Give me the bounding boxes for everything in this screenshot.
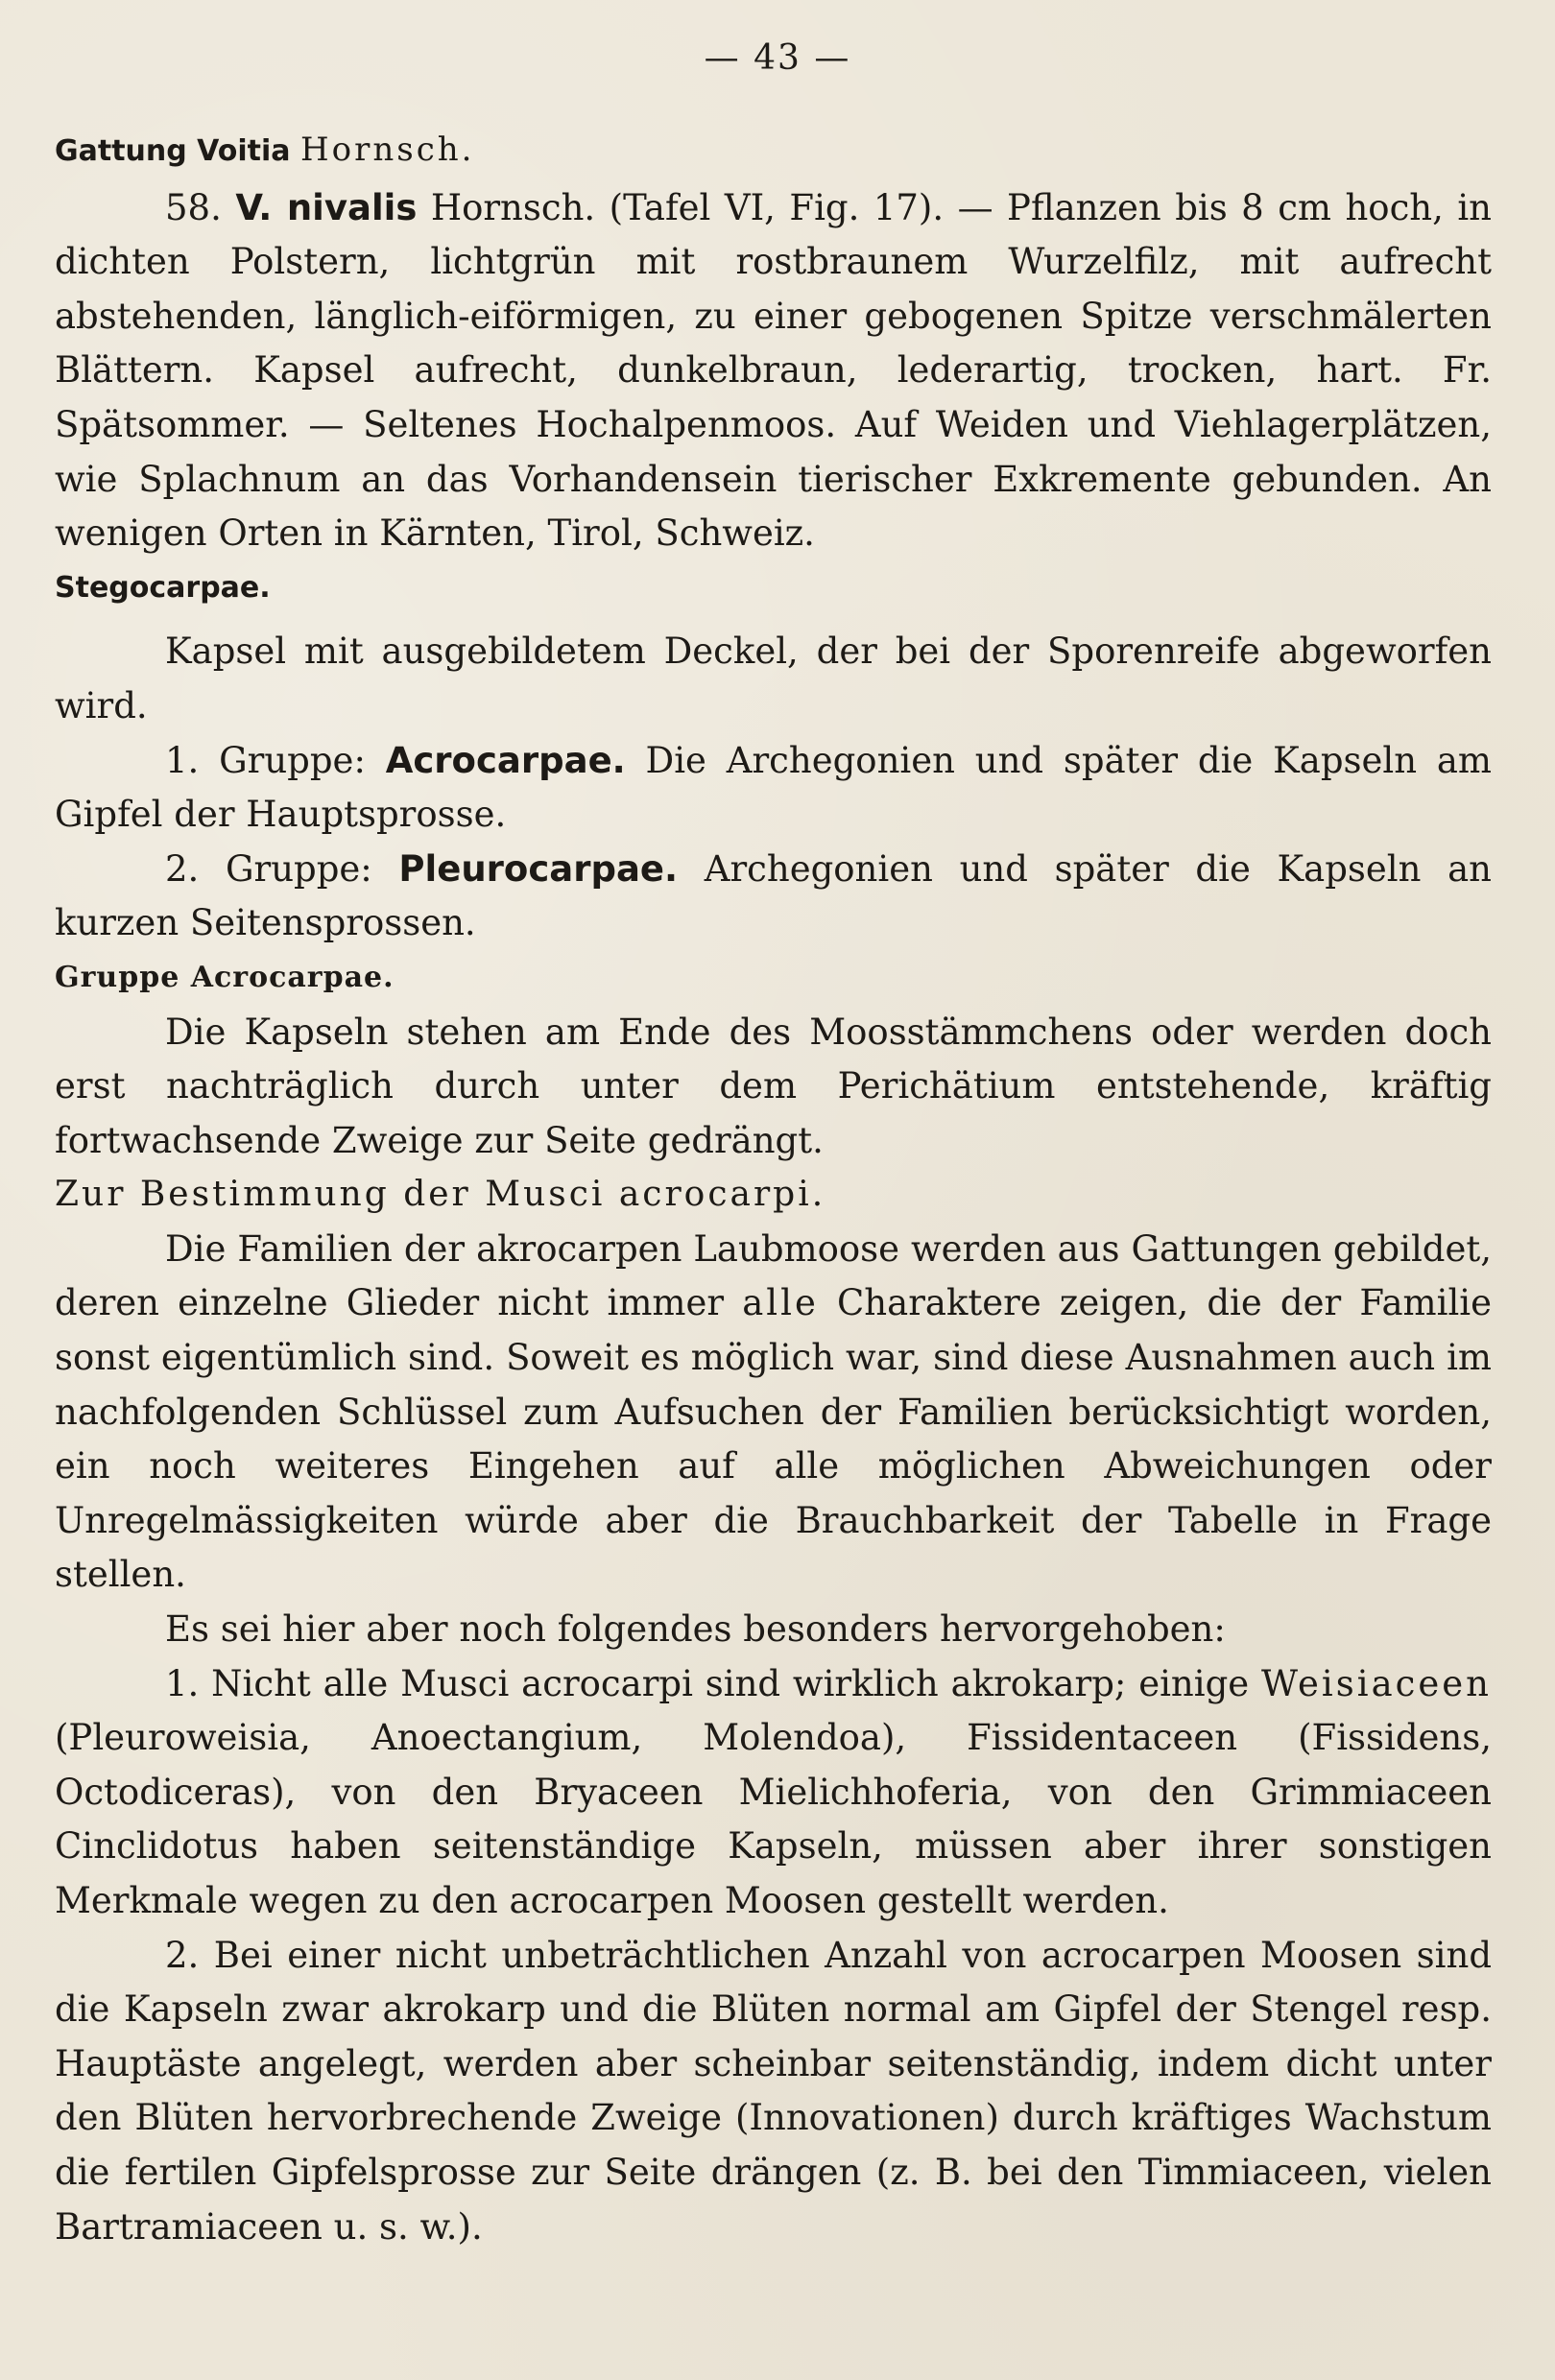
- acrocarpae-text: Die Kapseln stehen am Ende des Moosstämmchens oder werden doch erst nachträglich durch unter dem Perichätium entstehende, kräftig fortwachsende Zweige zur Seite gedrängt.: [55, 1011, 1492, 1161]
- page-content: [55, 123, 1492, 2254]
- page-number: — 43 —: [704, 38, 851, 78]
- genus-label: Gattung Voitia: [55, 134, 291, 168]
- species-name: V. nivalis: [235, 186, 418, 228]
- bestimmung-paragraph-2: Es sei hier aber noch folgendes besonders hervorgehoben:: [165, 1608, 1226, 1651]
- bestimmung-p1-emph: alle: [742, 1282, 819, 1324]
- bestimmung-heading: Zur Bestimmung der Musci acrocarpi.: [55, 1175, 826, 1215]
- group2-prefix: 2. Gruppe:: [165, 847, 372, 890]
- species-paragraph: [55, 181, 1492, 561]
- group1-text: Die Archegonien und später die Kapseln am Gipfel der Hauptsprosse.: [55, 739, 1492, 836]
- stegocarpae-heading: Stegocarpae.: [55, 570, 271, 605]
- bestimmung-paragraph-3: [55, 1657, 1492, 1929]
- bestimmung-paragraph-1: [55, 1223, 1492, 1603]
- bestimmung-p1-end: Charaktere zeigen, die der Familie sonst eigentümlich sind. Soweit es möglich war, sind diese Ausnahmen auch im nachfolgenden Schlüssel zum Aufsuchen der Familien berücksichtigt worden, ein noch weiteres Eingehen auf alle möglichen Abweichungen oder Unregelmässigkeiten würde aber die Brauchbarkeit der Tabelle in Frage stellen.: [55, 1282, 1493, 1596]
- bestimmung-p1-start: Die Familien der akrocarpen Laubmoose werden aus Gattungen gebildet, deren einzelne Glieder nicht immer: [55, 1227, 1492, 1324]
- group2-name: Pleurocarpae.: [398, 847, 679, 890]
- genus-heading: [55, 123, 1492, 179]
- species-number: 58.: [165, 186, 222, 228]
- acrocarpae-heading: Gruppe Acrocarpae.: [55, 960, 395, 994]
- bestimmung-p3-emph: Weisiaceen: [1261, 1662, 1492, 1704]
- bestimmung-paragraph-4: 2. Bei einer nicht unbeträchtlichen Anzahl von acrocarpen Moosen sind die Kapseln zwar akrokarp und die Blüten normal am Gipfel der Stengel resp. Hauptäste angelegt, werden aber scheinbar seitenständig, indem dicht unter den Blüten hervorbrechende Zweige (Innovationen) durch kräftiges Wachstum die fertilen Gipfelsprosse zur Seite drängen (z. B. bei den Timmiaceen, vielen Bartramiaceen u. s. w.).: [55, 1934, 1492, 2248]
- species-text: Hornsch. (Tafel VI, Fig. 17). — Pflanzen bis 8 cm hoch, in dichten Polstern, lichtgrün mit rostbraunem Wurzelfilz, mit aufrecht abstehenden, länglich-eiförmigen, zu einer gebogenen Spitze verschmälerten Blättern. Kapsel aufrecht, dunkelbraun, lederartig, trocken, hart. Fr. Spätsommer. — Seltenes Hochalpenmoos. Auf Weiden und Viehlagerplätzen, wie Splachnum an das Vorhandensein tierischer Exkremente gebunden. An wenigen Orten in Kärnten, Tirol, Schweiz.: [55, 186, 1493, 555]
- genus-author: Hornsch.: [299, 131, 475, 169]
- group2-paragraph: [55, 843, 1492, 951]
- group1-name: Acrocarpae.: [385, 739, 626, 781]
- bestimmung-p3-end: (Pleuroweisia, Anoectangium, Molendoa), Fissidentaceen (Fissidens, Octodiceras), von den Bryaceen Mielichhoferia, von den Grimmiaceen Cinclidotus haben seitenständige Kapseln, müssen aber ihrer sonstigen Merkmale wegen zu den acrocarpen Moosen gestellt werden.: [55, 1717, 1492, 1921]
- stegocarpae-text: Kapsel mit ausgebildetem Deckel, der bei der Sporenreife abgeworfen wird.: [55, 631, 1492, 726]
- bestimmung-p3-start: 1. Nicht alle Musci acrocarpi sind wirklich akrokarp; einige: [165, 1662, 1250, 1704]
- group1-prefix: 1. Gruppe:: [165, 739, 366, 781]
- group1-paragraph: [55, 734, 1492, 843]
- group2-text: Archegonien und später die Kapseln an kurzen Seitensprossen.: [55, 847, 1492, 944]
